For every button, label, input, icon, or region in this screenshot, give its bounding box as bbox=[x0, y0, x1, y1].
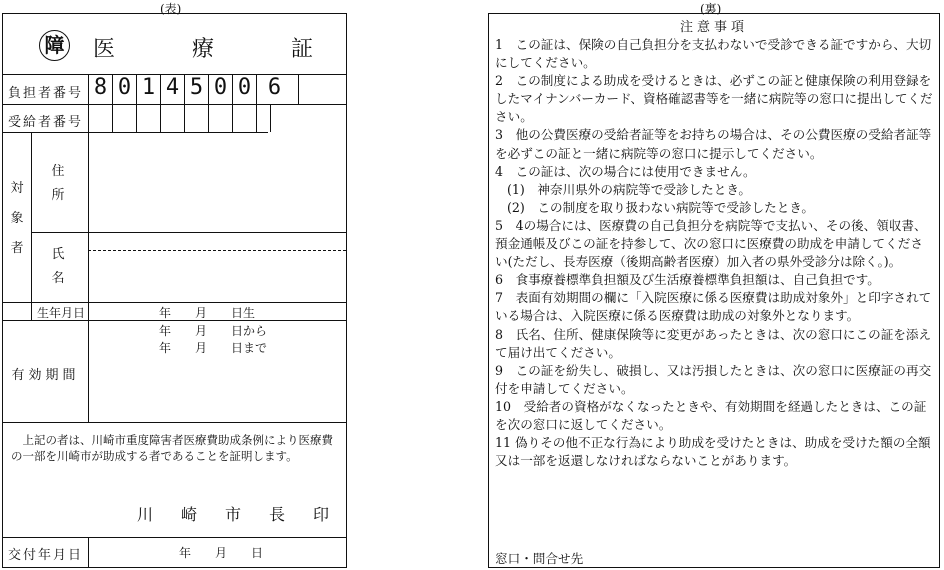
burden-digit: 0 bbox=[213, 75, 228, 100]
divider bbox=[31, 232, 346, 233]
issue-date-label: 交付年月日 bbox=[7, 548, 83, 563]
validity-from: 年 月 日から bbox=[159, 324, 268, 338]
divider bbox=[3, 132, 268, 133]
note-item: 1 この証は、保険の自己負担分を支払わないで受診できる証ですから、大切にしてください。 bbox=[495, 37, 932, 71]
burden-number-label: 負担者番号 bbox=[7, 86, 83, 101]
note-item: 5 4の場合には、医療費の自己負担分を病院等で支払い、その後、領収書、預金通帳及びこの証を持参して、次の窓口に医療費の助成を申請してください(ただし、長寿医療（後期高齢者医療）加入者の県外受診分は除く。)。 bbox=[495, 217, 927, 270]
burden-digit: 0 bbox=[237, 75, 252, 100]
divider bbox=[298, 74, 299, 104]
burden-digit: 0 bbox=[117, 75, 132, 100]
note-subitem: (1) 神奈川県外の病院等で受診したとき。 bbox=[507, 181, 752, 197]
note-item: 6 食事療養標準負担額及び生活療養標準負担額は、自己負担です。 bbox=[495, 272, 880, 288]
notes-title: 注意事項 bbox=[679, 20, 748, 35]
mayor-seal bbox=[137, 502, 329, 525]
divider bbox=[88, 132, 89, 320]
note-item: 2 この制度による助成を受けるときは、必ずこの証と健康保険の利用登録をしたマイナンバーカード、資格確認書等を一緒に病院等の窓口に提出してください。 bbox=[495, 73, 933, 125]
burden-digit: 4 bbox=[165, 75, 180, 100]
divider bbox=[256, 74, 257, 132]
divider bbox=[88, 320, 89, 422]
card-title bbox=[93, 32, 313, 63]
note-subitem: (2) この制度を取り扱わない病院等で受診したとき。 bbox=[507, 199, 814, 215]
divider bbox=[3, 537, 346, 538]
front-side-label: (表) bbox=[160, 2, 182, 16]
subject-char: 対 bbox=[10, 181, 24, 196]
address-char: 所 bbox=[51, 188, 65, 203]
recipient-number-label: 受給者番号 bbox=[7, 115, 83, 130]
divider bbox=[31, 132, 32, 320]
mayor-char: 崎 bbox=[180, 505, 197, 524]
note-item: 11 偽りその他不正な行為により助成を受けたときは、助成を受けた額の全額又は一部を返還しなければならないことがあります。 bbox=[495, 435, 931, 469]
burden-digit: 5 bbox=[189, 75, 204, 100]
back-card bbox=[488, 13, 940, 568]
title-row bbox=[3, 14, 346, 74]
mayor-char: 印 bbox=[312, 505, 329, 524]
subject-char: 者 bbox=[10, 241, 24, 256]
notes-list bbox=[495, 36, 935, 470]
divider bbox=[270, 104, 271, 132]
front-card bbox=[2, 13, 347, 568]
mayor-char: 市 bbox=[224, 505, 241, 524]
title-char: 証 bbox=[290, 37, 313, 62]
back-side-label: (裏) bbox=[700, 2, 722, 16]
name-char: 氏 bbox=[51, 247, 65, 262]
validity-to: 年 月 日まで bbox=[159, 341, 268, 355]
divider bbox=[88, 537, 89, 567]
mayor-char: 長 bbox=[268, 505, 285, 524]
address-char: 住 bbox=[51, 164, 65, 179]
note-item: 3 他の公費医療の受給者証等をお持ちの場合は、その公費医療の受給者証等を必ずこの証と一緒に病院等の窓口に提示してください。 bbox=[495, 127, 932, 161]
divider bbox=[3, 302, 346, 303]
contact-label: 窓口・問合せ先 bbox=[495, 551, 584, 566]
certification-text: 上記の者は、川崎市重度障害者医療費助成条例により医療費の一部を川崎市が助成する者であることを証明します。 bbox=[11, 433, 333, 463]
name-char: 名 bbox=[51, 271, 65, 286]
burden-digit: 1 bbox=[141, 75, 156, 100]
name-label bbox=[33, 243, 83, 291]
birth-label: 生年月日 bbox=[37, 306, 86, 320]
subject-label bbox=[9, 174, 25, 264]
issue-date-value: 年 月 日 bbox=[179, 546, 264, 560]
mayor-char: 川 bbox=[137, 505, 154, 524]
note-item: 4 この証は、次の場合には使用できません。 bbox=[495, 163, 756, 179]
name-dashed-line bbox=[88, 250, 346, 251]
birth-value: 年 月 日生 bbox=[159, 306, 256, 320]
burden-digit: 8 bbox=[93, 75, 108, 100]
subject-char: 象 bbox=[10, 211, 24, 226]
note-item: 9 この証を紛失し、破損し、又は汚損したときは、次の窓口に医療証の再交付を申請してください。 bbox=[495, 362, 932, 396]
note-item: 7 表面有効期間の欄に「入院医療に係る医療費は助成対象外」と印字されている場合は、入院医療に係る医療費は助成の対象外となります。 bbox=[495, 290, 932, 324]
disability-badge: 障 bbox=[39, 30, 70, 61]
divider bbox=[3, 422, 346, 423]
address-label bbox=[33, 160, 83, 208]
note-item: 10 受給者の資格がなくなったときや、有効期間を経過したときは、この証を次の窓口に返してください。 bbox=[495, 398, 927, 432]
divider bbox=[3, 104, 346, 105]
validity-label: 有効期間 bbox=[11, 368, 80, 383]
note-item: 8 氏名、住所、健康保険等に変更があったときは、次の窓口にこの証を添えて届け出てください。 bbox=[495, 326, 932, 360]
burden-digit: 6 bbox=[267, 75, 282, 100]
title-char: 療 bbox=[191, 37, 214, 62]
title-char: 医 bbox=[93, 37, 116, 62]
